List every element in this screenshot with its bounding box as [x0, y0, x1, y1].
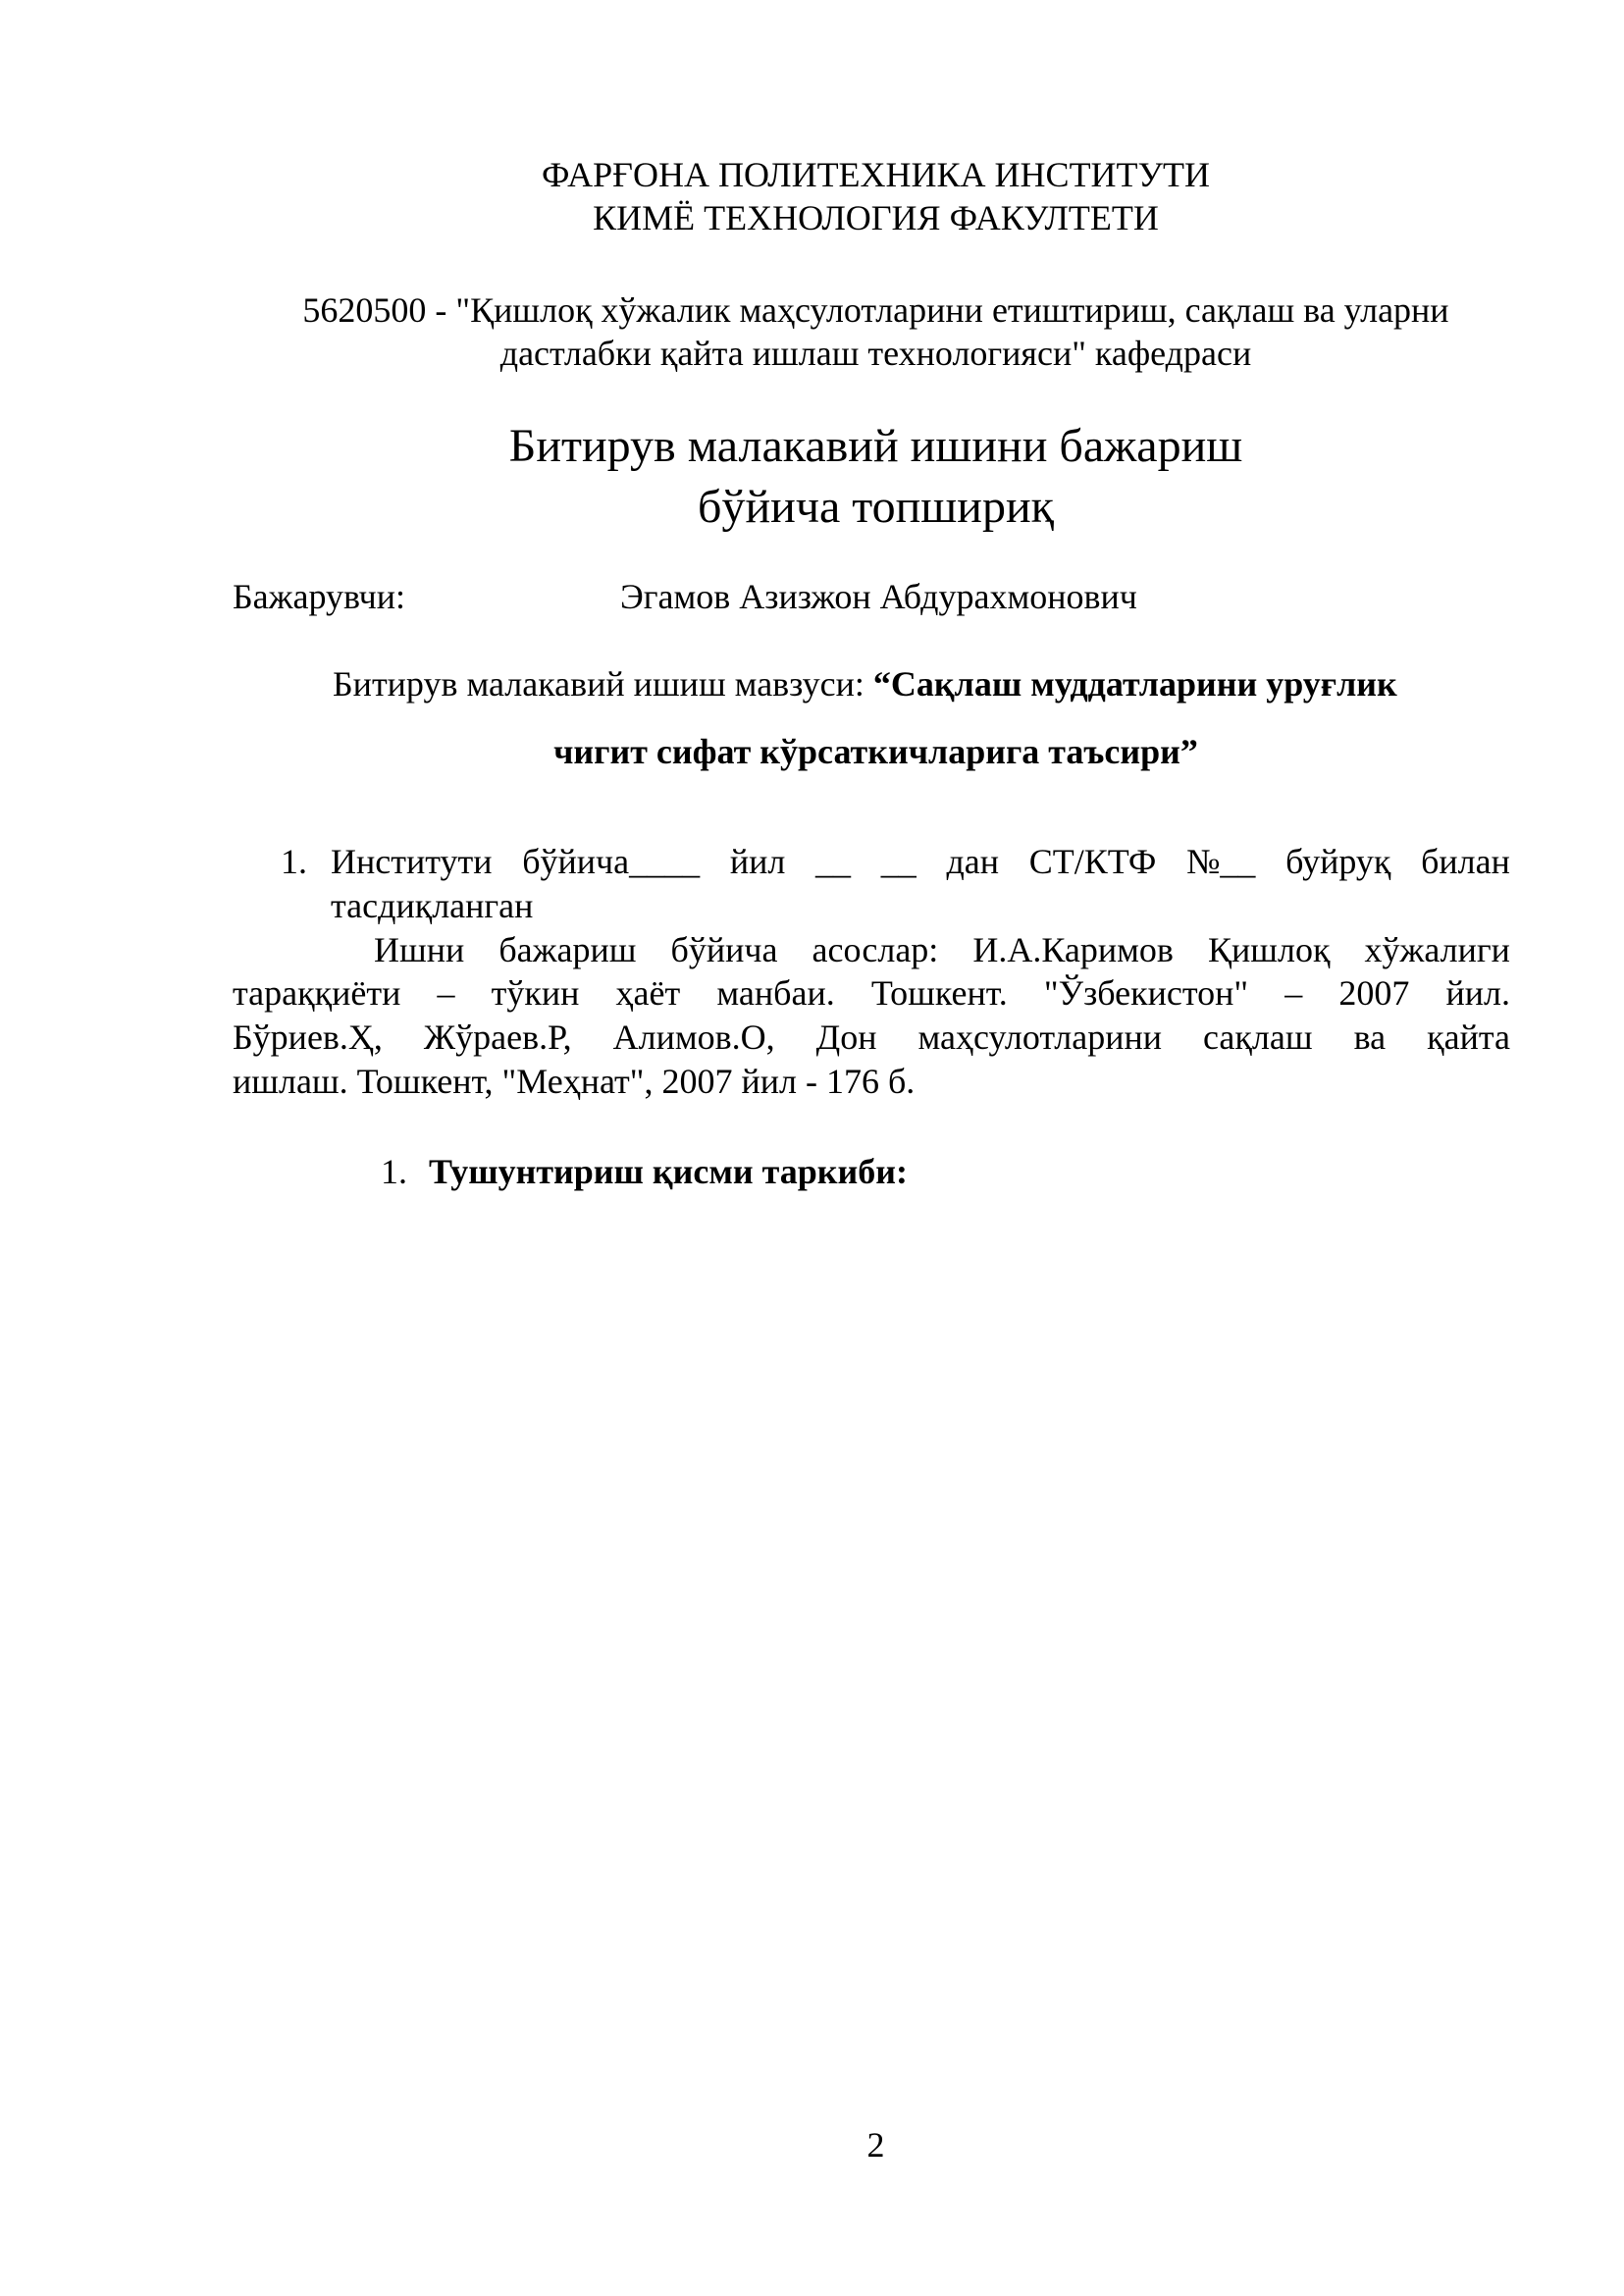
word: №__ [1186, 842, 1256, 881]
basis-line-3 [233, 1016, 1510, 1060]
performer-name: Эгамов Азизжон Абдурахмонович [620, 577, 1137, 616]
word: бўйича [670, 930, 778, 969]
department-line-1: 5620500 - "Қишлоқ хўжалик маҳсулотларини етиштириш, сақлаш ва уларни [302, 290, 1449, 330]
word: хўжалиги [1364, 930, 1510, 969]
word: йил [729, 842, 786, 881]
word: – [1284, 973, 1303, 1013]
word: йил. [1445, 973, 1510, 1013]
word: Институти [331, 842, 493, 881]
page-number: 2 [866, 2125, 885, 2165]
word: – [437, 973, 455, 1013]
word: бўйича____ [522, 842, 701, 881]
document-title-line-1: Битирув малакавий ишини бажариш [508, 420, 1243, 472]
word: Дон [815, 1018, 877, 1057]
basis-line-4: ишлаш. Тошкент, "Меҳнат", 2007 йил - 176 б. [233, 1062, 916, 1101]
performer-label: Бажарувчи: [233, 577, 406, 616]
word: буйруқ [1285, 842, 1391, 881]
item-2-label: Тушунтириш қисми таркиби: [429, 1152, 909, 1191]
word: билан [1421, 842, 1510, 881]
word: Жўраев.Р, [423, 1018, 572, 1057]
word: ҳаёт [615, 973, 681, 1013]
word: И.А.Каримов [972, 930, 1174, 969]
topic-label: Битирув малакавий ишиш мавзуси: [333, 664, 873, 704]
item-2-number: 1. [381, 1152, 407, 1191]
topic-title-part-2: чигит сифат кўрсаткичларига таъсири” [553, 732, 1198, 771]
word: __ [880, 842, 917, 881]
word: тараққиёти [233, 973, 401, 1013]
word: Ишни [374, 930, 465, 969]
basis-line-1 [374, 928, 1510, 972]
word: Алимов.О, [612, 1018, 775, 1057]
word: 2007 [1338, 973, 1410, 1013]
faculty-name: КИМЁ ТЕХНОЛОГИЯ ФАКУЛТЕТИ [593, 198, 1159, 237]
word: манбаи. [716, 973, 835, 1013]
topic-line-1 [333, 662, 1397, 705]
word: Бўриев.Ҳ, [233, 1018, 383, 1057]
item-1-line-2: тасдиқланган [331, 886, 534, 925]
basis-line-2 [233, 971, 1510, 1016]
topic-title-part-1: “Сақлаш муддатларини уруғлик [872, 664, 1397, 704]
word: ва [1353, 1018, 1387, 1057]
word: асослар: [812, 930, 939, 969]
word: Қишлоқ [1207, 930, 1331, 969]
word: тўкин [491, 973, 580, 1013]
word: __ [815, 842, 852, 881]
word: СТ/КТФ [1028, 842, 1157, 881]
institute-name: ФАРҒОНА ПОЛИТЕХНИКА ИНСТИТУТИ [541, 155, 1211, 194]
word: Тошкент. [870, 973, 1008, 1013]
item-1-number: 1. [281, 842, 307, 881]
word: маҳсулотларини [917, 1018, 1163, 1057]
word: қайта [1427, 1018, 1510, 1057]
department-line-2: дастлабки қайта ишлаш технологияси" кафедраси [499, 334, 1252, 373]
word: дан [946, 842, 1000, 881]
item-1-line-1 [331, 840, 1510, 884]
word: сақлаш [1203, 1018, 1313, 1057]
word: "Ўзбекистон" [1043, 973, 1249, 1013]
word: бажариш [498, 930, 637, 969]
document-title-line-2: бўйича топшириқ [698, 481, 1054, 533]
